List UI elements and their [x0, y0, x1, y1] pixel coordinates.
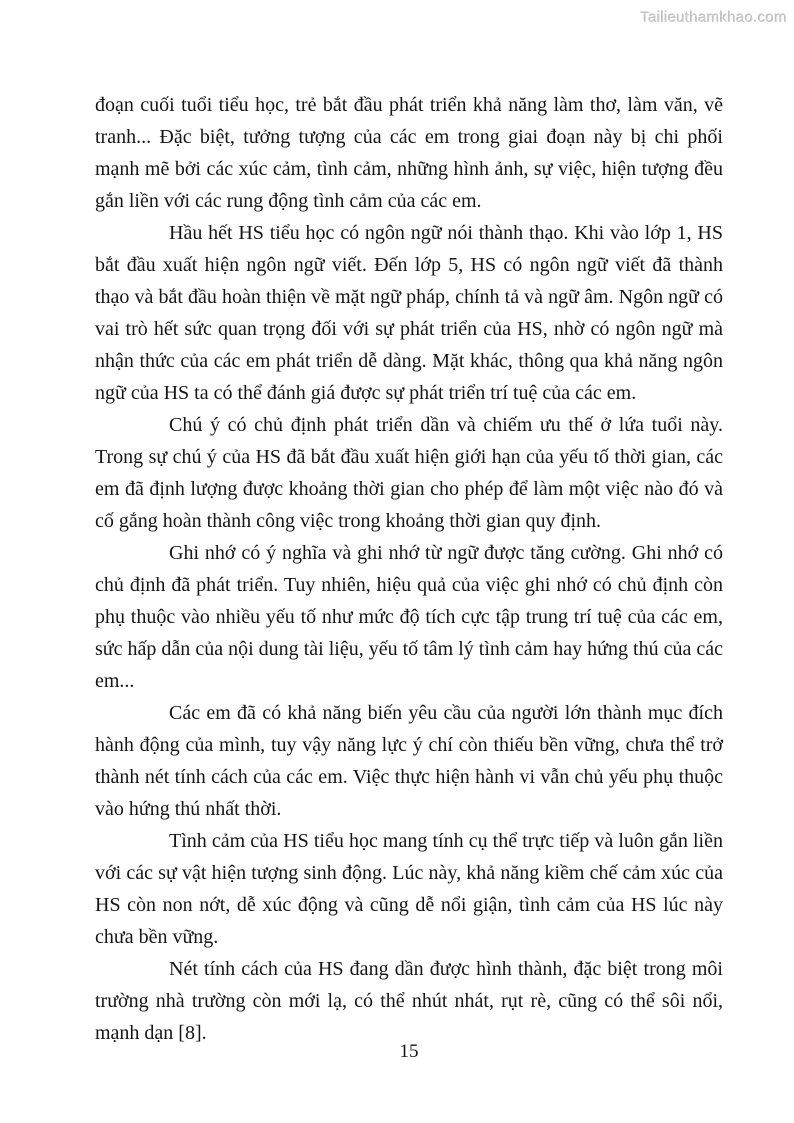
paragraph: Tình cảm của HS tiểu học mang tính cụ thể trực tiếp và luôn gắn liền với các sự vật hiện tượng sinh động. Lúc này, khả năng kiềm chế cảm xúc của HS còn non nớt, dễ xúc động và cũng dễ nổi giận, tình cảm của HS lúc này chưa bền vững. — [95, 830, 723, 948]
paragraph: Nét tính cách của HS đang dần được hình thành, đặc biệt trong môi trường nhà trường còn mới lạ, có thể nhút nhát, rụt rè, cũng có thể sôi nổi, mạnh dạn [8]. — [95, 958, 723, 1044]
paragraph: Chú ý có chủ định phát triển dần và chiếm ưu thế ở lứa tuổi này. Trong sự chú ý của HS đã bắt đầu xuất hiện giới hạn của yếu tố thời gian, các em đã định lượng được khoảng thời gian cho phép để làm một việc nào đó và cố gắng hoàn thành công việc trong khoảng thời gian quy định. — [95, 414, 723, 532]
site-watermark: Tailieuthamkhao.com — [640, 9, 787, 26]
paragraph: Các em đã có khả năng biến yêu cầu của người lớn thành mục đích hành động của mình, tuy vậy năng lực ý chí còn thiếu bền vững, chưa thể trở thành nét tính cách của các em. Việc thực hiện hành vi vẫn chủ yếu phụ thuộc vào hứng thú nhất thời. — [95, 702, 723, 820]
paragraph: Ghi nhớ có ý nghĩa và ghi nhớ từ ngữ được tăng cường. Ghi nhớ có chủ định đã phát triển. Tuy nhiên, hiệu quả của việc ghi nhớ có chủ định còn phụ thuộc vào nhiều yếu tố như mức độ tích cực tập trung trí tuệ của các em, sức hấp dẫn của nội dung tài liệu, yếu tố tâm lý tình cảm hay hứng thú của các em... — [95, 542, 723, 692]
page-body-text — [95, 89, 723, 1049]
paragraph: Hầu hết HS tiểu học có ngôn ngữ nói thành thạo. Khi vào lớp 1, HS bắt đầu xuất hiện ngôn ngữ viết. Đến lớp 5, HS có ngôn ngữ viết đã thành thạo và bắt đầu hoàn thiện về mặt ngữ pháp, chính tả và ngữ âm. Ngôn ngữ có vai trò hết sức quan trọng đối với sự phát triển của HS, nhờ có ngôn ngữ mà nhận thức của các em phát triển dễ dàng. Mặt khác, thông qua khả năng ngôn ngữ của HS ta có thể đánh giá được sự phát triển trí tuệ của các em. — [95, 222, 723, 404]
page-number: 15 — [399, 1041, 419, 1062]
paragraph: đoạn cuối tuổi tiểu học, trẻ bắt đầu phát triển khả năng làm thơ, làm văn, vẽ tranh... Đặc biệt, tưởng tượng của các em trong giai đoạn này bị chi phối mạnh mẽ bởi các xúc cảm, tình cảm, những hình ảnh, sự việc, hiện tượng đều gắn liền với các rung động tình cảm của các em. — [95, 94, 723, 212]
